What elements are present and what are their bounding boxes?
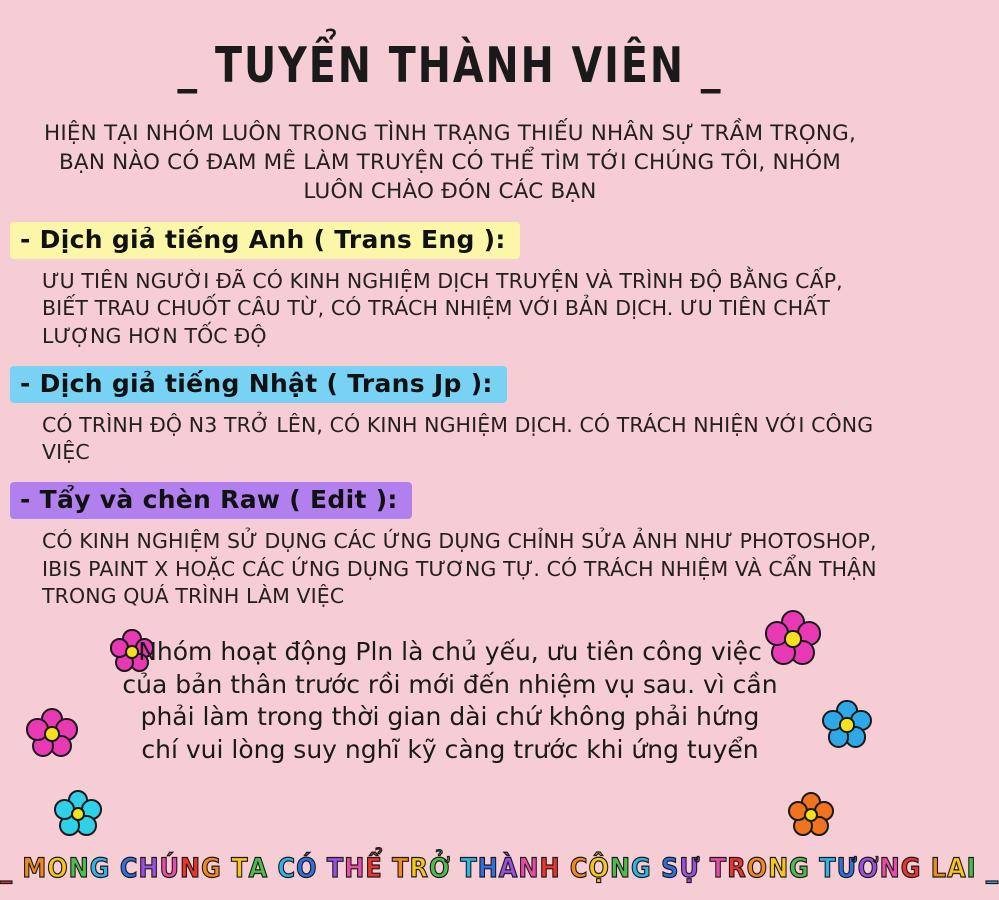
flower-orange-right-bottom (786, 790, 836, 840)
section-trans-eng (0, 222, 900, 350)
footer-letter: Ộ (588, 852, 610, 884)
footer-letter: T (709, 852, 728, 884)
footer-letter (110, 852, 119, 883)
footer-letter: A (947, 852, 967, 884)
footer-banner (0, 852, 999, 884)
footer-letter: Ơ (857, 852, 880, 884)
footer-letter: À (498, 852, 519, 884)
footer-letter: Ể (365, 852, 383, 884)
footer-letter: C (569, 852, 589, 884)
footer-letter (921, 852, 930, 883)
page-title: _ TUYỂN THÀNH VIÊN _ (177, 37, 723, 95)
footer-letter (652, 852, 661, 883)
footer-letter: H (138, 852, 160, 884)
footer-letter: Ự (679, 852, 701, 884)
footer-letter: O (47, 852, 69, 884)
footer-letter (451, 852, 460, 883)
footer-letter (977, 852, 986, 883)
footer-letter: O (746, 852, 769, 884)
footer-letter: L (930, 852, 948, 884)
note-paragraph: Nhóm hoạt động Pln là chủ yếu, ưu tiên công việc của bản thân trước rồi mới đến nhiệm vụ sau. vì cần phải làm trong thời gian dài chứ không phải hứng chí vui lòng suy nghĩ kỹ càng trước khi ứng tuyển (122, 637, 778, 764)
footer-letter (318, 852, 327, 883)
footer-letter: T (392, 852, 410, 884)
section-heading-trans-jp: - Dịch giả tiếng Nhật ( Trans Jp ): (10, 366, 507, 403)
footer-letter: N (768, 852, 790, 884)
footer-letter: N (518, 852, 540, 884)
footer-letter: G (201, 852, 222, 884)
footer-letter: G (789, 852, 810, 884)
section-trans-jp (0, 366, 900, 467)
footer-letter: N (180, 852, 202, 884)
footer-letter: T (231, 852, 249, 884)
footer-letter: _ (985, 852, 999, 884)
footer-letter: _ (0, 852, 13, 884)
footer-letter: N (68, 852, 90, 884)
section-heading-edit: - Tẩy và chèn Raw ( Edit ): (10, 482, 412, 519)
footer-letter: T (819, 852, 837, 884)
footer-letter: N (879, 852, 901, 884)
footer-letter: S (661, 852, 680, 884)
footer-letter (268, 852, 277, 883)
footer-letter: H (477, 852, 499, 884)
footer-letter: H (344, 852, 366, 884)
footer-letter (561, 852, 570, 883)
footer-letter (13, 852, 22, 883)
footer-letter: I (966, 852, 977, 884)
footer-letter: Ó (296, 852, 318, 884)
section-heading-trans-eng: - Dịch giả tiếng Anh ( Trans Eng ): (10, 222, 520, 259)
footer-letter: Ú (159, 852, 181, 884)
footer-letter: R (727, 852, 747, 884)
section-body-edit: CÓ KINH NGHIỆM SỬ DỤNG CÁC ỨNG DỤNG CHỈNH SỬA ẢNH NHƯ PHOTOSHOP, IBIS PAINT X HOẶC CÁC ỨNG DỤNG TƯƠNG TỰ. CÓ TRÁCH NHIỆM VÀ CẨN THẬN TRONG QUÁ TRÌNH LÀM VIỆC (42, 529, 877, 608)
section-body-trans-jp: CÓ TRÌNH ĐỘ N3 TRỞ LÊN, CÓ KINH NGHIỆM DỊCH. CÓ TRÁCH NHIỆN VỚI CÔNG VIỆC (42, 412, 874, 465)
footer-letter: G (89, 852, 111, 884)
footer-letter: T (326, 852, 345, 884)
footer-letter: M (22, 852, 48, 884)
footer-letter: Ư (836, 852, 858, 884)
flower-cyan-left-bottom (52, 788, 104, 840)
footer-letter: Ở (428, 852, 451, 884)
footer-letter: H (539, 852, 561, 884)
footer-letter: N (609, 852, 632, 884)
section-body-trans-eng: ƯU TIÊN NGƯỜI ĐÃ CÓ KINH NGHIỆM DỊCH TRUYỆN VÀ TRÌNH ĐỘ BẰNG CẤP, BIẾT TRAU CHUỐT CÂU TỪ, CÓ TRÁCH NHIỆM VỚI BẢN DỊCH. ƯU TIÊN CHẤT LƯỢNG HƠN TỐC ĐỘ (42, 269, 843, 348)
footer-letter (700, 852, 709, 883)
footer-letter: T (460, 852, 478, 884)
footer-letter (222, 852, 231, 883)
footer-letter: G (631, 852, 652, 884)
footer-letter: G (900, 852, 922, 884)
footer-letter (810, 852, 819, 883)
section-edit (0, 482, 900, 610)
footer-letter: C (119, 852, 139, 884)
footer-letter: R (409, 852, 429, 884)
flower-core (804, 808, 818, 822)
footer-letter (383, 852, 392, 883)
footer-letter: A (248, 852, 269, 884)
footer-letter: C (277, 852, 297, 884)
intro-paragraph: HIỆN TẠI NHÓM LUÔN TRONG TÌNH TRẠNG THIẾU NHÂN SỰ TRẦM TRỌNG, BẠN NÀO CÓ ĐAM MÊ LÀM TRUYỆN CÓ THỂ TÌM TỚI CHÚNG TÔI, NHÓM LUÔN CHÀO ĐÓN CÁC BẠN (43, 121, 857, 205)
